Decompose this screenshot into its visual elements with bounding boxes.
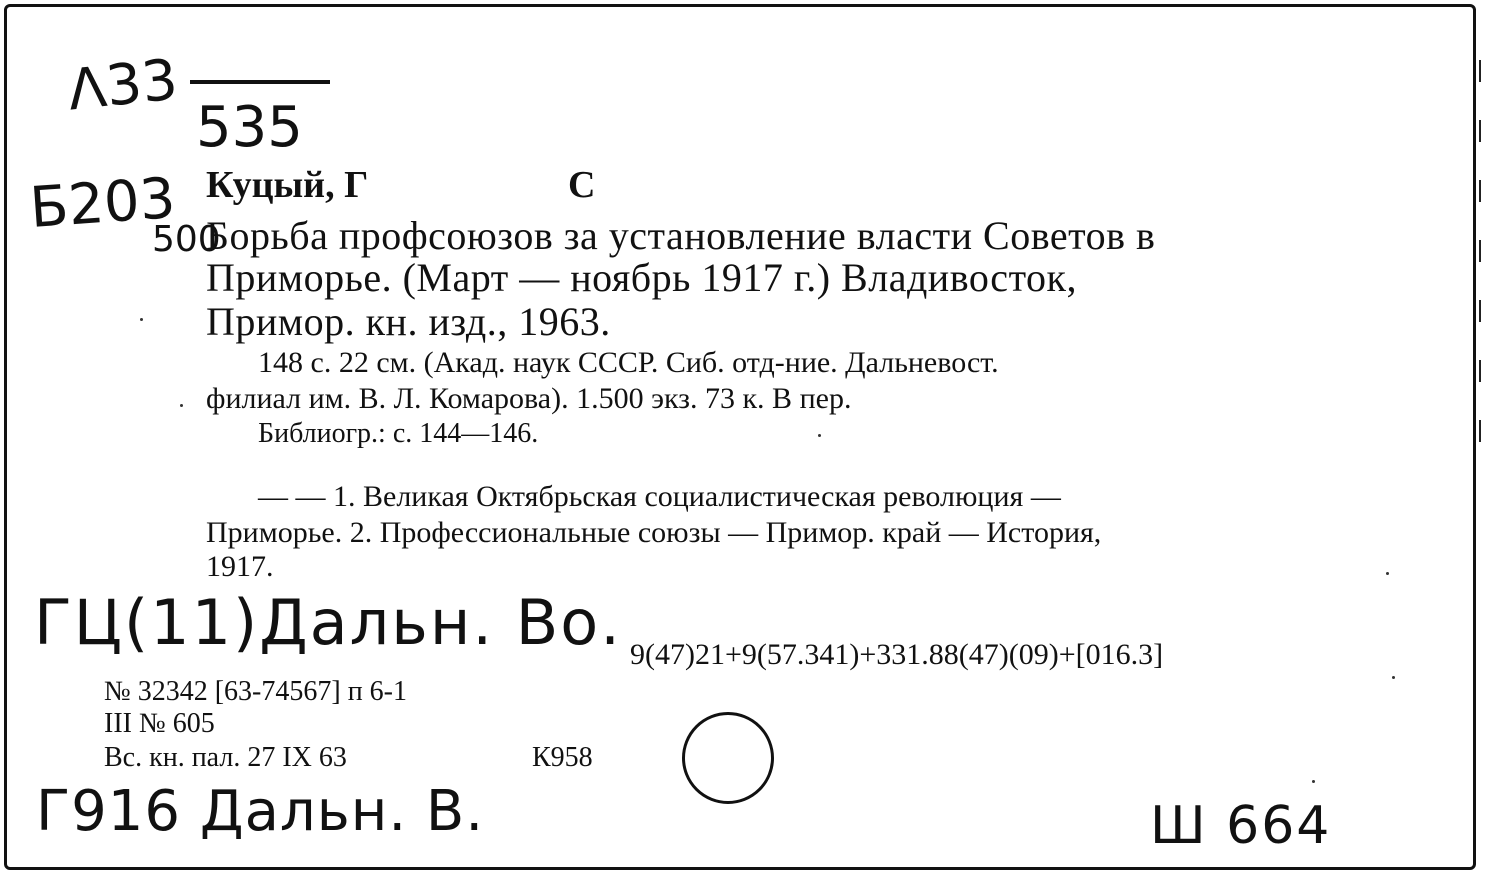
title-line-2: Приморье. (Март — ноябрь 1917 г.) Владивосток, [206,255,1077,300]
description-line-2: филиал им. В. Л. Комарова). 1.500 экз. 73 к. В пер. [206,382,852,415]
shelf-mark-bottom: 535 [196,95,303,160]
speck [140,318,143,321]
handwritten-bottom-note: Г916 Дальн. В. [36,779,485,844]
speck [1312,780,1315,783]
imprint-line-3: Вс. кн. пал. 27 IX 63 [104,742,347,773]
author-initial: С [568,164,596,206]
subject-line-1: — — 1. Великая Октябрьская социалистическая революция — [258,480,1061,513]
imprint-line-1: № 32342 [63-74567] п 6-1 [104,676,407,707]
speck [818,434,821,437]
title-line-3: Примор. кн. изд., 1963. [206,299,611,344]
shelf-mark-fraction-line [190,80,330,84]
subject-line-3: 1917. [206,550,274,583]
imprint-code: К958 [532,742,593,773]
handwritten-corner-note: Ш 664 [1150,796,1332,856]
classification-index: 9(47)21+9(57.341)+331.88(47)(09)+[016.3] [630,638,1164,671]
title-line-1: Борьба профсоюзов за установление власти Советов в [206,213,1156,258]
imprint-line-2: III № 605 [104,708,215,739]
description-line-1: 148 с. 22 см. (Акад. наук СССР. Сиб. отд-ние. Дальневост. [258,346,999,379]
stamp-circle [682,712,774,804]
shelf-mark-top: Λ33 [64,47,181,124]
speck [1392,676,1395,679]
handwritten-gc-note: ГЦ(11)Дальн. Во. [34,586,622,659]
card-edge-marks [1479,60,1481,480]
speck [180,404,183,407]
author-name: Куцый, Г [206,164,369,206]
bibliography-note: Библиогр.: с. 144—146. [258,418,539,449]
speck [1386,572,1389,575]
shelf-mark-left-sub: 500 [152,219,221,260]
shelf-mark-left-code: Б203 [27,166,178,241]
subject-line-2: Приморье. 2. Профессиональные союзы — Примор. край — История, [206,516,1102,549]
